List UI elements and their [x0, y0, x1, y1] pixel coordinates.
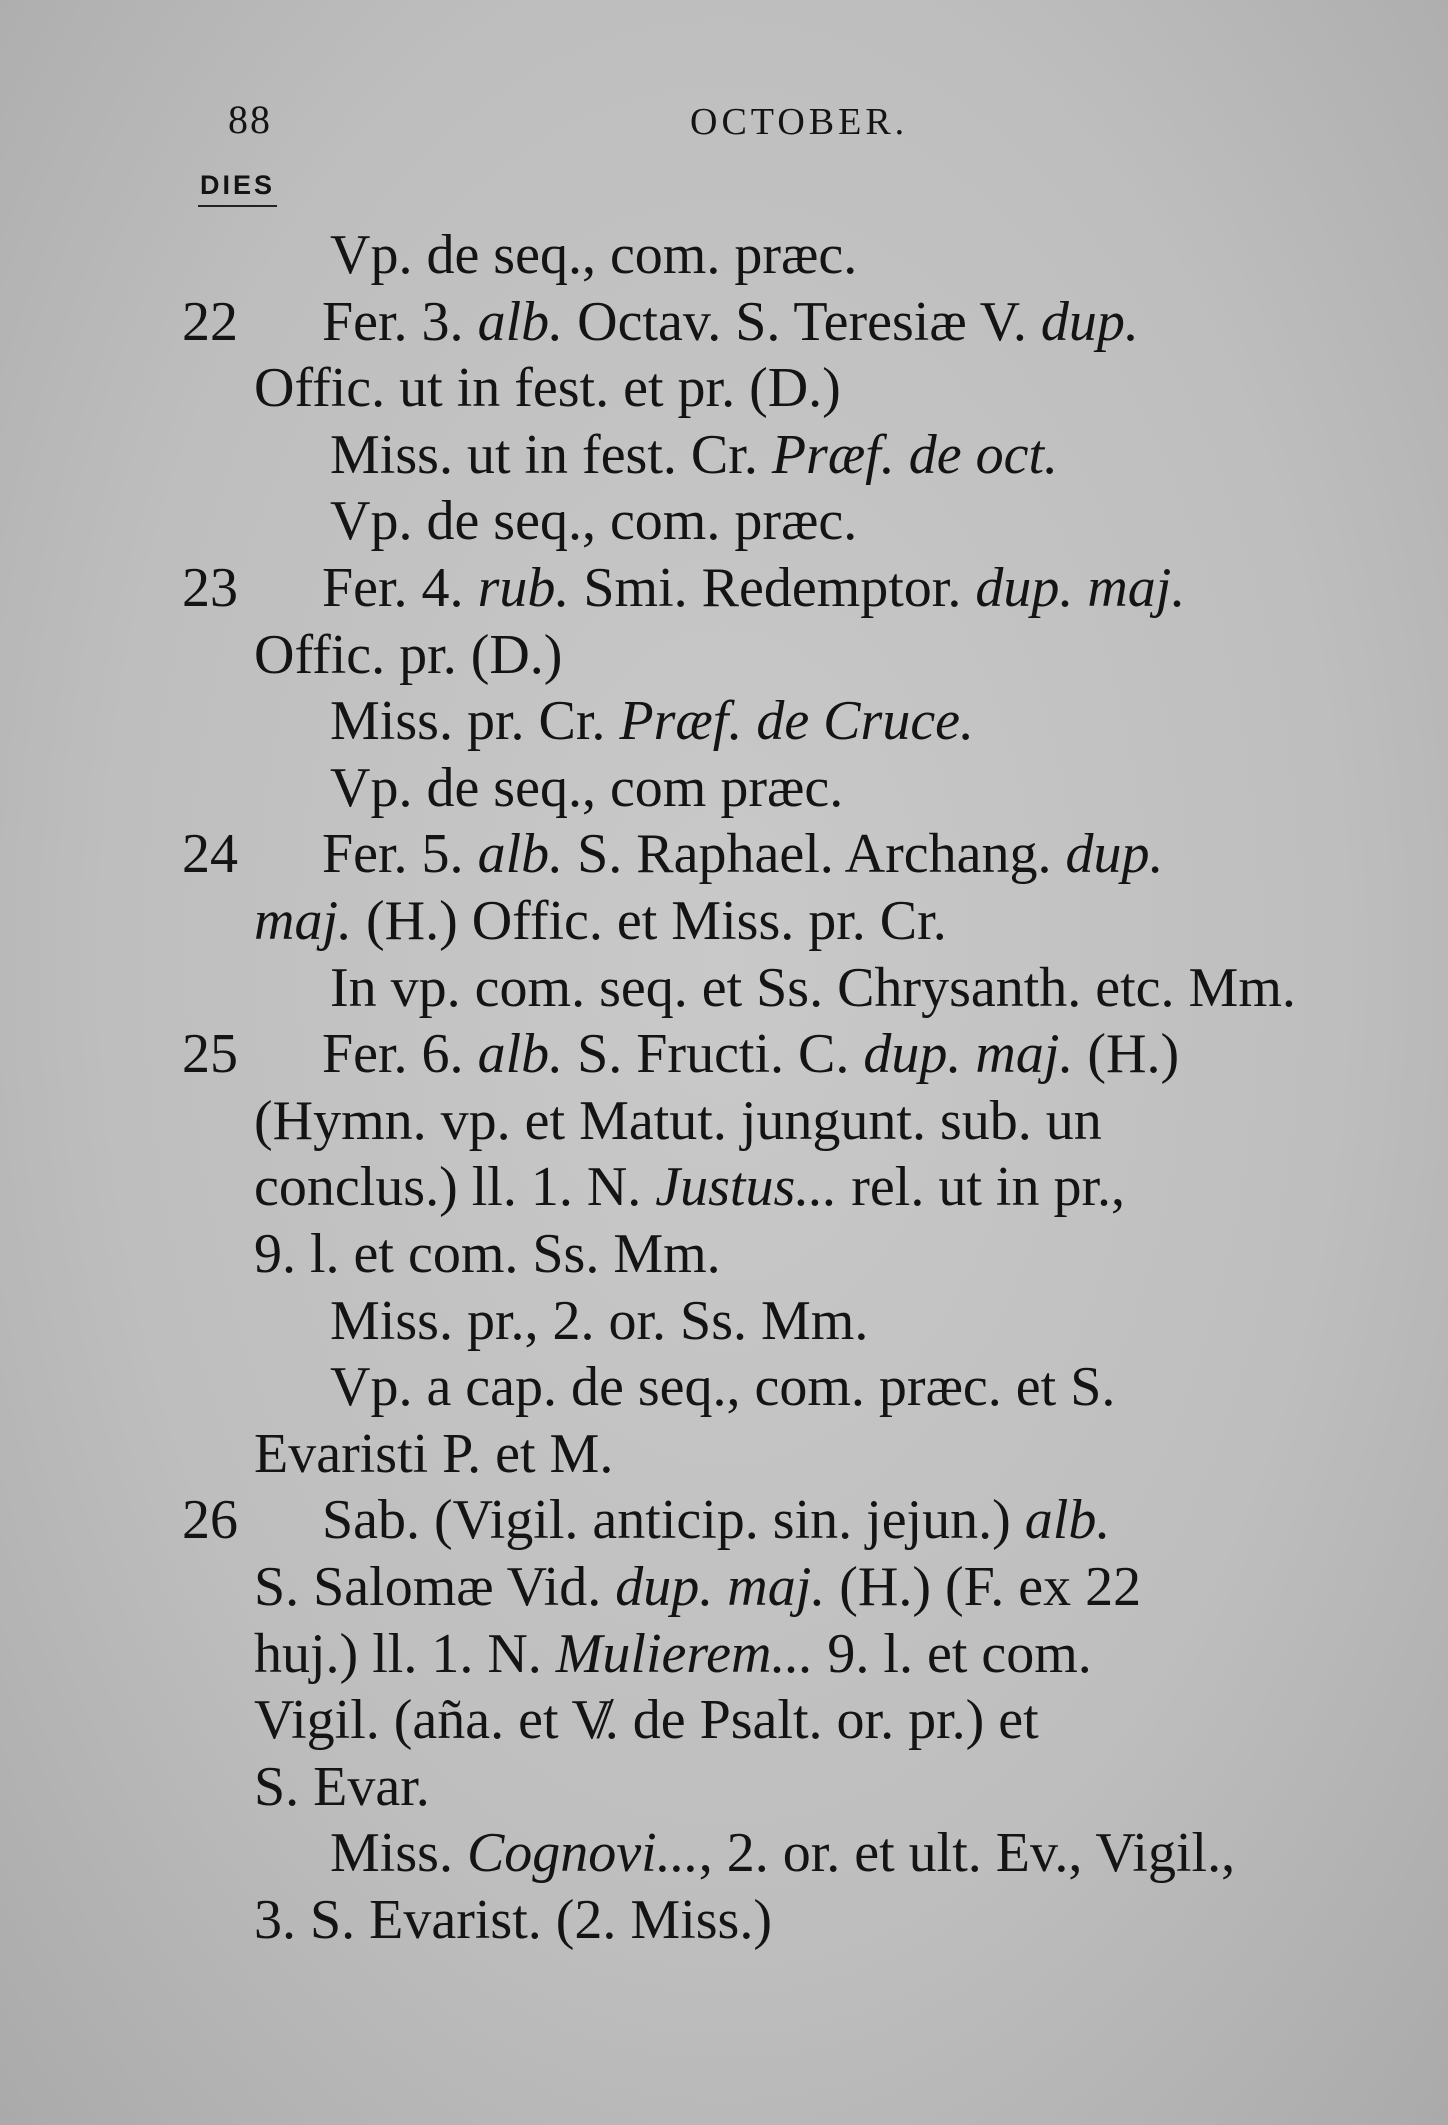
line-text — [254, 1687, 1039, 1753]
line-text — [330, 755, 843, 821]
day-number: 26 — [182, 1489, 238, 1552]
page-number: 88 — [228, 97, 272, 142]
text-segment: Miss. ut in fest. Cr. — [330, 423, 772, 486]
italic-segment: dup. maj. — [863, 1023, 1074, 1086]
text-segment: Evaristi P. et M. — [254, 1422, 614, 1485]
text-segment: (H.) (F. ex 22 — [825, 1556, 1142, 1618]
text-segment: Fer. 4. — [322, 557, 478, 619]
italic-segment: alb. — [477, 1023, 564, 1086]
line-text — [330, 1820, 1235, 1886]
italic-segment: alb. — [477, 823, 564, 886]
line-text — [330, 422, 1058, 488]
text-segment: S. Salomæ Vid. — [254, 1556, 616, 1618]
running-header-month: OCTOBER. — [690, 101, 909, 143]
line-text — [322, 289, 1139, 355]
day-number: 23 — [182, 557, 238, 619]
line-text — [330, 1288, 868, 1354]
italic-segment: Præf. de oct. — [771, 423, 1059, 486]
text-segment: Fer. 5. — [322, 823, 478, 886]
text-segment: In vp. com. seq. et Ss. Chrysanth. etc. Mm. — [330, 956, 1296, 1019]
line-text — [254, 1421, 613, 1487]
italic-segment: maj. — [254, 890, 352, 952]
text-segment: S. Raphael. Archang. — [563, 823, 1066, 886]
italic-segment: Mulierem... — [555, 1622, 814, 1685]
text-segment: S. Evar. — [254, 1755, 430, 1818]
text-segment: Offic. ut in fest. et pr. (D.) — [254, 357, 841, 420]
text-segment: Sab. (Vigil. anticip. sin. jejun.) — [322, 1489, 1025, 1552]
italic-segment: Præf. de Cruce. — [619, 690, 975, 753]
italic-segment: dup. — [1065, 823, 1164, 886]
line-text — [330, 955, 1296, 1021]
text-segment: Fer. 6. — [322, 1023, 478, 1086]
italic-segment: rub. — [477, 557, 570, 619]
text-segment: Vp. de seq., com. præc. — [330, 224, 858, 286]
line-text — [254, 622, 562, 688]
text-segment: Vigil. (aña. et V̸. de Psalt. or. pr.) et — [254, 1689, 1039, 1752]
text-segment: huj.) ll. 1. N. — [254, 1622, 556, 1685]
line-text — [254, 1154, 1125, 1220]
line-text — [254, 1754, 430, 1820]
text-segment: Vp. a cap. de seq., com. præc. et S. — [330, 1356, 1116, 1419]
italic-segment: Cognovi... — [466, 1822, 699, 1885]
line-text — [322, 821, 1163, 887]
italic-segment: dup. maj. — [975, 557, 1186, 619]
text-segment: Miss. — [330, 1822, 467, 1885]
text-segment: Miss. pr. Cr. — [330, 690, 620, 753]
line-text — [322, 1021, 1179, 1087]
line-text — [330, 488, 857, 554]
line-text — [254, 1221, 721, 1287]
italic-segment: alb. — [477, 290, 564, 353]
italic-segment: dup. maj. — [615, 1556, 826, 1618]
day-number: 25 — [182, 1023, 238, 1086]
line-text — [330, 688, 974, 754]
text-segment: Vp. de seq., com. præc. — [330, 490, 858, 553]
column-label-dies: DIES — [198, 170, 277, 207]
italic-segment: dup. — [1040, 290, 1139, 353]
text-segment: Vp. de seq., com præc. — [330, 756, 844, 819]
text-segment: , 2. or. et ult. Ev., Vigil., — [698, 1822, 1236, 1885]
line-text — [254, 1887, 772, 1953]
line-text — [322, 555, 1185, 621]
line-text — [254, 888, 947, 954]
italic-segment: Justus... — [655, 1156, 838, 1219]
line-text — [254, 355, 841, 421]
text-segment: conclus.) ll. 1. N. — [254, 1156, 656, 1219]
text-segment: 9. l. et com. Ss. Mm. — [254, 1223, 721, 1285]
line-text — [330, 1354, 1115, 1420]
text-segment: Miss. pr., 2. or. Ss. Mm. — [330, 1289, 869, 1352]
text-segment: Offic. pr. (D.) — [254, 623, 563, 686]
line-text — [322, 1487, 1110, 1553]
text-segment: (H.) Offic. et Miss. pr. Cr. — [352, 890, 947, 952]
day-number: 24 — [182, 823, 238, 886]
italic-segment: alb. — [1024, 1489, 1111, 1552]
line-text — [254, 1554, 1141, 1620]
text-segment: 3. S. Evarist. (2. Miss.) — [254, 1889, 772, 1951]
text-segment: 9. l. et com. — [813, 1622, 1092, 1685]
text-segment: (Hymn. vp. et Matut. jungunt. sub. un — [254, 1089, 1102, 1152]
line-text — [330, 222, 857, 288]
text-segment: Fer. 3. — [322, 290, 478, 353]
day-number: 22 — [182, 290, 238, 353]
text-segment: Octav. S. Teresiæ V. — [563, 290, 1041, 353]
text-segment: S. Fructi. C. — [563, 1023, 864, 1086]
line-text — [254, 1088, 1102, 1154]
text-segment: rel. ut in pr., — [837, 1156, 1126, 1219]
text-segment: (H.) — [1073, 1023, 1180, 1086]
line-text — [254, 1621, 1092, 1687]
text-segment: Smi. Redemptor. — [569, 557, 976, 619]
